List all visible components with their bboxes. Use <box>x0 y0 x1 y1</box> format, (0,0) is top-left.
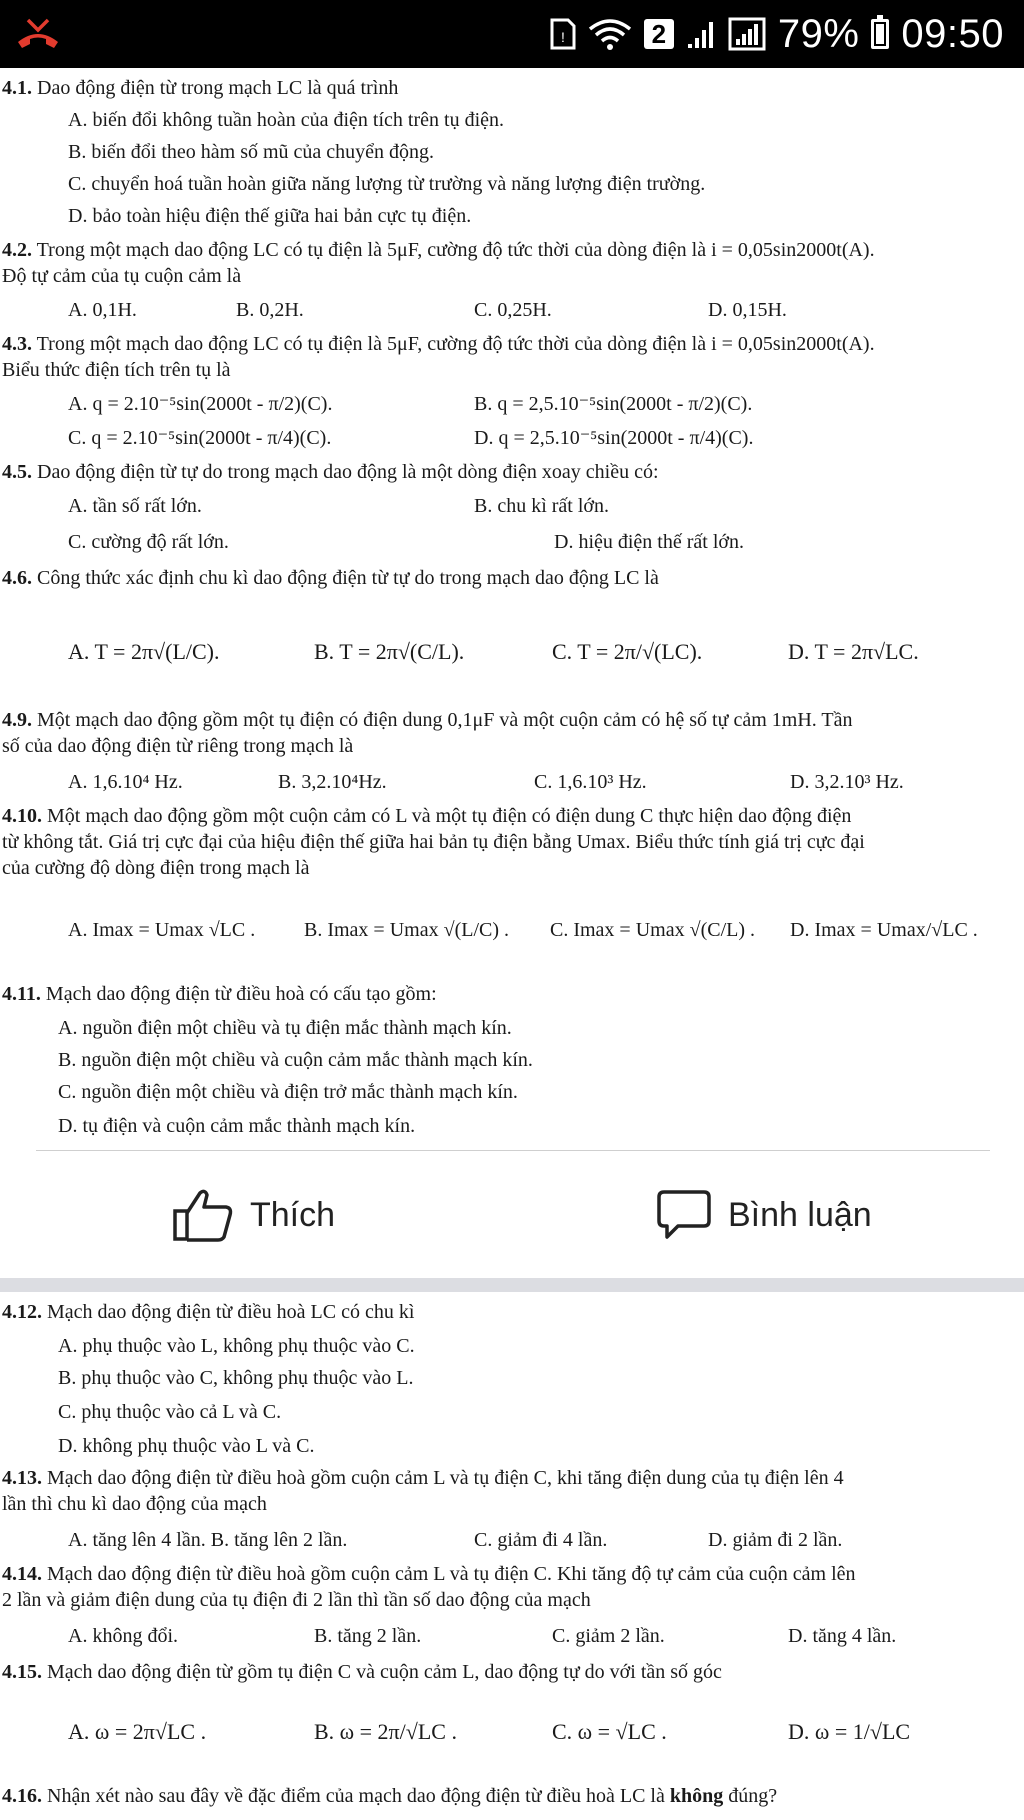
answer-option: B. nguồn điện một chiều và cuộn cảm mắc thành mạch kín. <box>58 1049 533 1071</box>
answer-option: A. tăng lên 4 lần. B. tăng lên 2 lần. <box>68 1529 348 1551</box>
answer-option: D. 0,15H. <box>708 299 787 321</box>
answer-option: B. ω = 2π/√LC . <box>314 1719 457 1744</box>
battery-percent: 79% <box>777 11 860 56</box>
answer-option: D. q = 2,5.10⁻⁵sin(2000t - π/4)(C). <box>474 427 754 449</box>
question-4-14: 4.14. Mạch dao động điện từ điều hoà gồm cuộn cảm L và tụ điện C. Khi tăng độ tự cảm của cuộn cảm lên <box>2 1563 856 1585</box>
answer-option: A. biến đổi không tuần hoàn của điện tích trên tụ điện. <box>68 109 505 131</box>
answer-option: A. nguồn điện một chiều và tụ điện mắc thành mạch kín. <box>58 1017 512 1039</box>
answer-option: D. hiệu điện thế rất lớn. <box>554 531 744 553</box>
answer-option: B. q = 2,5.10⁻⁵sin(2000t - π/2)(C). <box>474 393 753 415</box>
answer-option: A. T = 2π√(L/C). <box>68 639 220 664</box>
question-4-15: 4.15. Mạch dao động điện từ gồm tụ điện C và cuộn cảm L, dao động tự do với tần số góc <box>2 1661 722 1683</box>
answer-option: C. ω = √LC . <box>552 1719 667 1744</box>
question-4-5: 4.5. Dao động điện từ tự do trong mạch dao động là một dòng điện xoay chiều có: <box>2 461 659 483</box>
answer-option: C. T = 2π/√(LC). <box>552 639 703 664</box>
post-actions <box>0 1160 1024 1270</box>
question-line: Độ tự cảm của tụ cuộn cảm là <box>2 265 242 287</box>
answer-option: B. 0,2H. <box>236 299 304 321</box>
signal-weak-icon <box>686 18 716 50</box>
missed-call-icon <box>14 16 62 52</box>
question-4-2: 4.2. Trong một mạch dao động LC có tụ điện là 5μF, cường độ tức thời của dòng điện là i = 0,05sin2000t(A). <box>2 239 875 261</box>
question-4-13: 4.13. Mạch dao động điện từ điều hoà gồm cuộn cảm L và tụ điện C, khi tăng điện dung của tụ điện lên 4 <box>2 1467 844 1489</box>
sim-slot-badge: 2 <box>644 19 674 49</box>
answer-option: D. tụ điện và cuộn cảm mắc thành mạch kín. <box>58 1115 416 1137</box>
answer-option: B. Imax = Umax √(L/C) . <box>304 919 509 941</box>
answer-option: A. không đổi. <box>68 1625 178 1647</box>
sim-alert-icon <box>550 18 576 50</box>
comment-button[interactable] <box>656 1190 872 1240</box>
answer-option: C. giảm 2 lần. <box>552 1625 665 1647</box>
thumbs-up-icon <box>172 1187 234 1243</box>
like-label: Thích <box>250 1195 336 1234</box>
answer-option: C. chuyển hoá tuần hoàn giữa năng lượng từ trường và năng lượng điện trường. <box>68 173 706 195</box>
answer-option: B. chu kì rất lớn. <box>474 495 609 517</box>
answer-option: D. tăng 4 lần. <box>788 1625 897 1647</box>
like-button[interactable] <box>172 1190 335 1240</box>
comment-label: Bình luận <box>728 1195 872 1234</box>
status-bar <box>0 0 1024 68</box>
answer-option: C. q = 2.10⁻⁵sin(2000t - π/4)(C). <box>68 427 332 449</box>
answer-option: C. phụ thuộc vào cả L và C. <box>58 1401 282 1423</box>
feed-separator <box>0 1278 1024 1292</box>
question-4-11: 4.11. Mạch dao động điện từ điều hoà có cấu tạo gồm: <box>2 983 437 1005</box>
question-4-12: 4.12. Mạch dao động điện từ điều hoà LC có chu kì <box>2 1301 415 1323</box>
answer-option: B. T = 2π√(C/L). <box>314 639 465 664</box>
question-line: số của dao động điện từ riêng trong mạch là <box>2 735 354 757</box>
divider <box>36 1150 990 1151</box>
answer-option: B. tăng 2 lần. <box>314 1625 422 1647</box>
answer-option: C. giảm đi 4 lần. <box>474 1529 608 1551</box>
answer-option: A. 0,1H. <box>68 299 137 321</box>
answer-option: B. 3,2.10⁴Hz. <box>278 771 387 793</box>
answer-option: B. biến đổi theo hàm số mũ của chuyển động. <box>68 141 435 163</box>
question-line: lần thì chu kì dao động của mạch <box>2 1493 267 1515</box>
question-4-16: 4.16. Nhận xét nào sau đây về đặc điểm của mạch dao động điện từ điều hoà LC là không đúng? <box>2 1785 778 1807</box>
question-line: từ không tắt. Giá trị cực đại của hiệu điện thế giữa hai bản tụ điện bằng Umax. Biểu thức tính giá trị cực đại <box>2 831 865 853</box>
answer-option: C. 0,25H. <box>474 299 552 321</box>
question-line: 2 lần và giảm điện dung của tụ điện đi 2 lần thì tần số dao động của mạch <box>2 1589 591 1611</box>
answer-option: A. q = 2.10⁻⁵sin(2000t - π/2)(C). <box>68 393 333 415</box>
wifi-icon <box>588 17 632 51</box>
answer-option: D. bảo toàn hiệu điện thế giữa hai bản cực tụ điện. <box>68 205 472 227</box>
answer-option: A. 1,6.10⁴ Hz. <box>68 771 183 793</box>
answer-option: D. không phụ thuộc vào L và C. <box>58 1435 315 1457</box>
answer-option: A. phụ thuộc vào L, không phụ thuộc vào C. <box>58 1335 415 1357</box>
svg-text:!: ! <box>560 29 565 45</box>
question-line: Biểu thức điện tích trên tụ là <box>2 359 231 381</box>
battery-icon <box>871 19 889 49</box>
answer-option: D. 3,2.10³ Hz. <box>790 771 904 793</box>
comment-icon <box>656 1189 712 1241</box>
clock: 09:50 <box>901 11 1004 56</box>
question-4-10: 4.10. Một mạch dao động gồm một cuộn cảm có L và một tụ điện có điện dung C thực hiện dao động điện <box>2 805 852 827</box>
question-4-1: 4.1. Dao động điện từ trong mạch LC là quá trình <box>2 77 399 99</box>
answer-option: A. Imax = Umax √LC . <box>68 919 256 941</box>
answer-option: A. ω = 2π√LC . <box>68 1719 207 1744</box>
answer-option: C. nguồn điện một chiều và điện trở mắc thành mạch kín. <box>58 1081 518 1103</box>
answer-option: C. cường độ rất lớn. <box>68 531 229 553</box>
signal-icon <box>728 17 766 51</box>
question-line: của cường độ dòng điện trong mạch là <box>2 857 310 879</box>
answer-option: A. tần số rất lớn. <box>68 495 202 517</box>
answer-option: D. Imax = Umax/√LC . <box>790 919 978 941</box>
answer-option: D. T = 2π√LC. <box>788 639 919 664</box>
answer-option: D. ω = 1/√LC <box>788 1719 911 1744</box>
answer-option: C. 1,6.10³ Hz. <box>534 771 647 793</box>
answer-option: C. Imax = Umax √(C/L) . <box>550 919 755 941</box>
question-4-3: 4.3. Trong một mạch dao động LC có tụ điện là 5μF, cường độ tức thời của dòng điện là i = 0,05sin2000t(A). <box>2 333 875 355</box>
answer-option: D. giảm đi 2 lần. <box>708 1529 843 1551</box>
answer-option: B. phụ thuộc vào C, không phụ thuộc vào L. <box>58 1367 414 1389</box>
question-4-6: 4.6. Công thức xác định chu kì dao động điện từ tự do trong mạch dao động LC là <box>2 567 659 589</box>
question-4-9: 4.9. Một mạch dao động gồm một tụ điện có điện dung 0,1μF và một cuộn cảm có hệ số tự cảm 1mH. Tần <box>2 709 853 731</box>
